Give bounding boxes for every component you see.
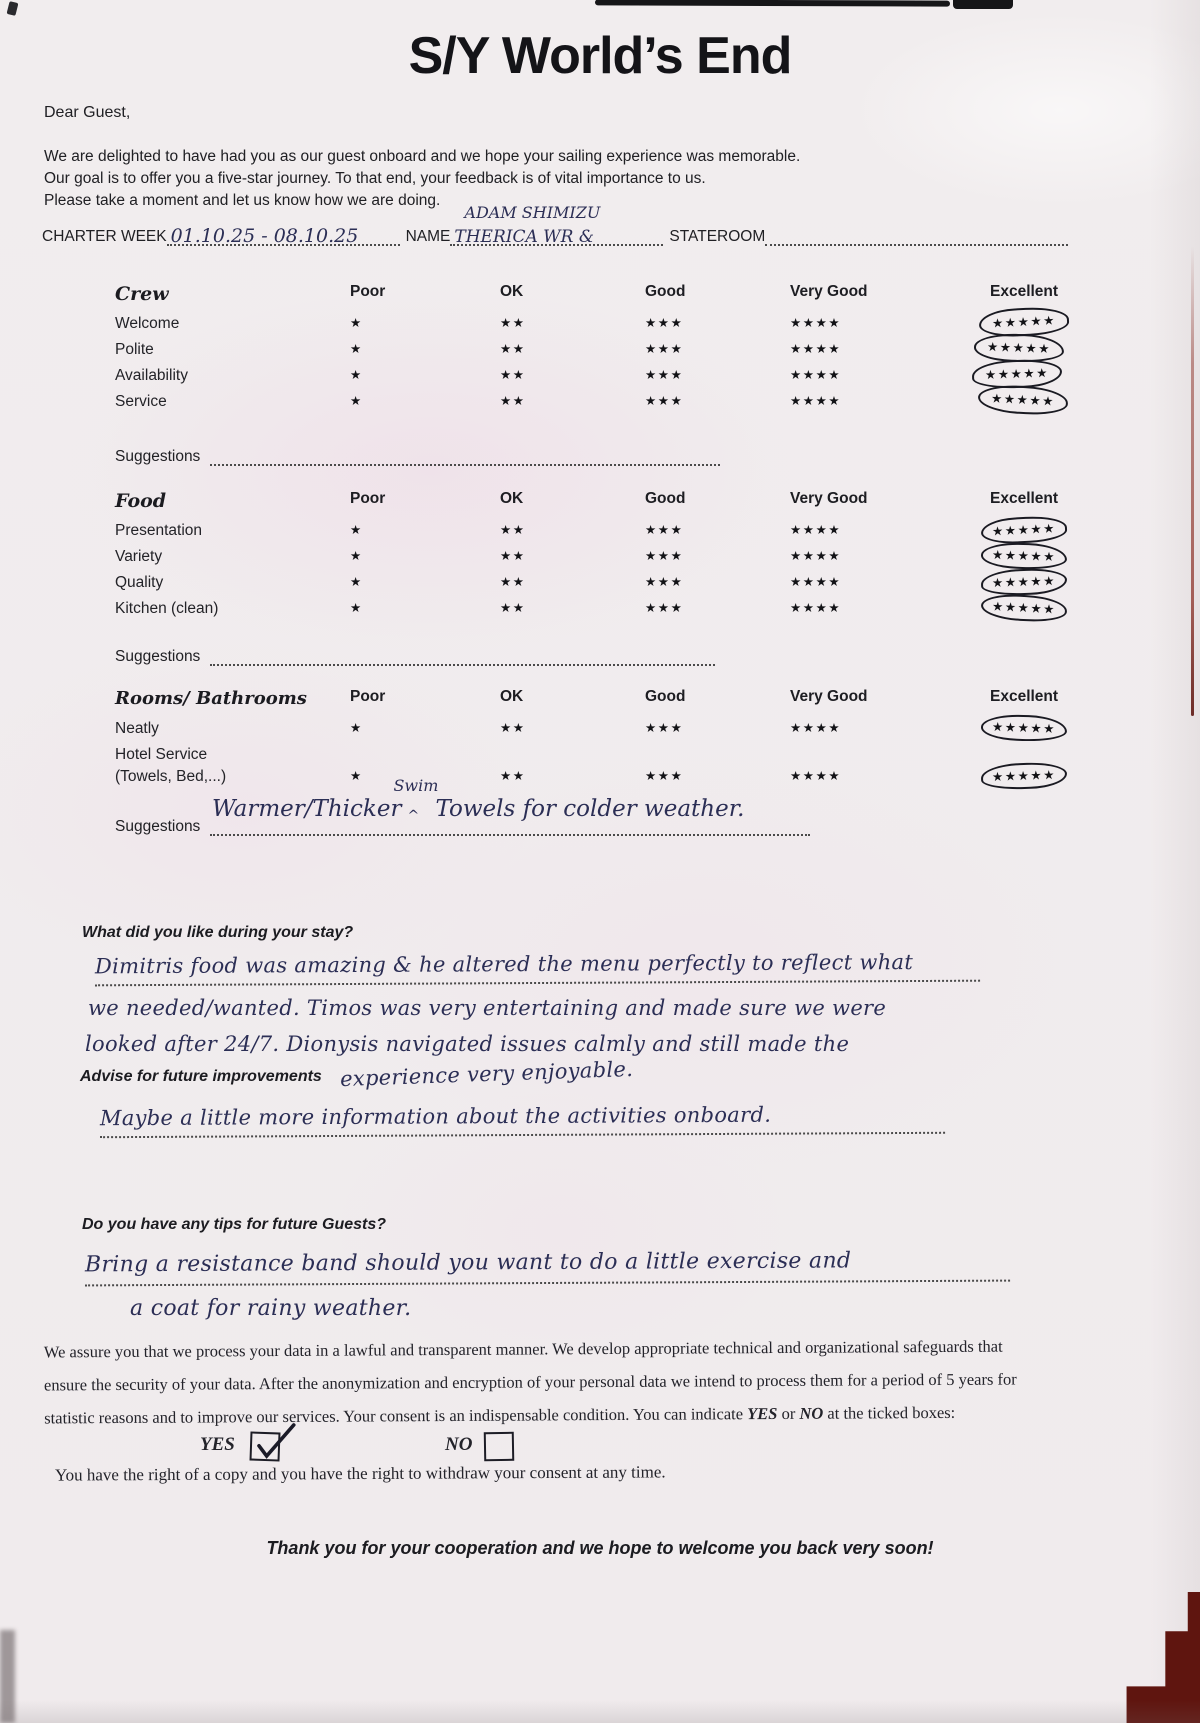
column-header-good: Good xyxy=(645,688,686,705)
consent-line-2: ensure the security of your data. After the anonymization and encryption of your personal data we intend to process them for a period of 5 years for xyxy=(43,1369,1017,1395)
name-label: NAME xyxy=(405,228,451,245)
page-title: S/Y World’s End xyxy=(408,27,792,85)
stay-answer-line-2: we needed/wanted. Timos was very entertaining and made sure we were xyxy=(88,996,887,1020)
question-improvements-row xyxy=(80,1056,634,1092)
suggestions-line xyxy=(210,650,715,666)
rooms-row-towels-bed: (Towels, Bed,...) xyxy=(115,768,227,785)
food-row-variety: Variety xyxy=(115,548,163,565)
insertion-caret: ^ xyxy=(407,808,420,824)
crew-section-title: Crew xyxy=(115,283,169,305)
column-header-excellent: Excellent xyxy=(990,688,1059,705)
column-header-very-good: Very Good xyxy=(790,688,868,705)
stars-poor: ★ xyxy=(350,549,363,563)
crew-row-polite: Polite xyxy=(115,341,154,358)
stars-ok: ★★ xyxy=(500,394,526,408)
stars-very-good: ★★★★ xyxy=(790,394,842,408)
crew-row-service: Service xyxy=(115,393,167,410)
stars-ok: ★★ xyxy=(500,769,526,783)
stars-excellent-selected xyxy=(990,768,1100,794)
column-header-ok: OK xyxy=(500,283,524,300)
stars-excellent: ★★★★★ xyxy=(991,521,1057,539)
stars-very-good: ★★★★ xyxy=(790,575,842,589)
column-header-good: Good xyxy=(645,283,686,300)
stars-excellent: ★★★★★ xyxy=(990,391,1056,409)
consent-paragraph xyxy=(44,1329,1175,1435)
stars-good: ★★★ xyxy=(645,342,684,356)
stars-excellent: ★★★★★ xyxy=(991,573,1057,591)
stars-excellent: ★★★★★ xyxy=(991,767,1057,785)
question-improvements-label: Advise for future improvements xyxy=(80,1068,322,1085)
rooms-row-hotel-service: Hotel Service xyxy=(115,746,208,763)
stars-good: ★★★ xyxy=(645,549,684,563)
column-header-ok: OK xyxy=(500,688,524,705)
stars-good: ★★★ xyxy=(645,601,684,615)
tips-answer-line-2: a coat for rainy weather. xyxy=(130,1296,412,1321)
stars-very-good: ★★★★ xyxy=(790,523,842,537)
column-header-very-good: Very Good xyxy=(790,490,868,507)
handwriting-after: Towels for colder weather. xyxy=(435,796,745,822)
scan-artifact-right-edge-shade xyxy=(1150,0,1200,1723)
crew-rating-table xyxy=(115,283,1100,419)
consent-line-3-suffix: at the ticked boxes: xyxy=(823,1402,956,1423)
intro-line-1: We are delighted to have had you as our guest onboard and we hope your sailing experience was memorable. xyxy=(44,148,801,165)
stars-very-good: ★★★★ xyxy=(790,721,842,735)
stars-good: ★★★ xyxy=(645,394,684,408)
intro-line-2: Our goal is to offer you a five-star journey. To that end, your feedback is of vital importance to us. xyxy=(44,170,706,187)
stars-poor: ★ xyxy=(350,769,363,783)
suggestions-label: Suggestions xyxy=(115,448,201,465)
stay-answer-line-1: Dimitris food was amazing & he altered the menu perfectly to reflect what xyxy=(95,950,980,987)
rooms-suggestions-handwriting xyxy=(212,776,745,824)
stars-good: ★★★ xyxy=(645,721,684,735)
rooms-rating-table xyxy=(115,688,1100,794)
stateroom-field xyxy=(765,228,1068,246)
question-tips-label: Do you have any tips for future Guests? xyxy=(82,1216,387,1233)
consent-line-3-text: statistic reasons and to improve our services. Your consent is an indispensable condition. You can indicate xyxy=(44,1404,748,1428)
stars-ok: ★★ xyxy=(500,523,526,537)
stars-poor: ★ xyxy=(350,601,363,615)
charter-week-value: 01.10.25 - 08.10.25 xyxy=(170,225,359,247)
stars-excellent: ★★★★★ xyxy=(986,339,1052,357)
stars-poor: ★ xyxy=(350,575,363,589)
stars-poor: ★ xyxy=(350,394,363,408)
stars-ok: ★★ xyxy=(500,601,526,615)
stars-good: ★★★ xyxy=(645,316,684,330)
intro-line-3: Please take a moment and let us know how we are doing. xyxy=(44,192,441,209)
scan-artifact-top-left-mark xyxy=(7,1,19,16)
stars-poor: ★ xyxy=(350,523,363,537)
column-header-very-good: Very Good xyxy=(790,283,868,300)
consent-no-word: NO xyxy=(799,1403,824,1423)
food-suggestions xyxy=(115,648,715,666)
food-row-quality: Quality xyxy=(115,574,164,591)
stars-poor: ★ xyxy=(350,316,363,330)
charter-week-label: CHARTER WEEK xyxy=(42,228,167,245)
name-value: THERICA WR & xyxy=(454,227,594,247)
suggestions-label: Suggestions xyxy=(115,648,201,665)
suggestions-line xyxy=(210,450,720,466)
stars-very-good: ★★★★ xyxy=(790,368,842,382)
charter-row xyxy=(42,203,1068,247)
stars-excellent-selected xyxy=(990,720,1100,746)
stars-ok: ★★ xyxy=(500,549,526,563)
consent-or-word: or xyxy=(777,1403,800,1423)
scan-artifact-top-bar-2 xyxy=(953,0,1013,9)
greeting: Dear Guest, xyxy=(44,104,131,121)
inserted-word-wrap xyxy=(393,776,439,824)
stars-excellent: ★★★★★ xyxy=(984,365,1050,383)
food-row-presentation: Presentation xyxy=(115,522,203,539)
stars-very-good: ★★★★ xyxy=(790,549,842,563)
stars-ok: ★★ xyxy=(500,721,526,735)
question-stay-label: What did you like during your stay? xyxy=(82,924,354,941)
stars-excellent: ★★★★★ xyxy=(991,547,1057,565)
rooms-row-neatly: Neatly xyxy=(115,720,159,737)
yes-checkbox xyxy=(250,1431,281,1461)
column-header-excellent: Excellent xyxy=(990,490,1059,507)
stars-poor: ★ xyxy=(350,368,363,382)
column-header-ok: OK xyxy=(500,490,524,507)
stars-ok: ★★ xyxy=(500,575,526,589)
suggestions-line xyxy=(210,820,810,836)
scan-artifact-top-bar xyxy=(595,0,950,7)
crew-row-welcome: Welcome xyxy=(115,315,180,332)
improvements-answer-line-1: Maybe a little more information about the activities onboard. xyxy=(100,1102,945,1138)
name-field xyxy=(450,203,663,247)
consent-yes-word: YES xyxy=(747,1403,778,1424)
stars-good: ★★★ xyxy=(645,523,684,537)
scan-artifact-bottom-shade xyxy=(0,1700,1200,1723)
tips-answer-line-1: Bring a resistance band should you want to do a little exercise and xyxy=(85,1248,1010,1287)
column-header-excellent: Excellent xyxy=(990,283,1059,300)
name-value-above: ADAM SHIMIZU xyxy=(464,203,601,222)
stars-excellent: ★★★★★ xyxy=(991,313,1057,331)
food-section-title: Food xyxy=(115,490,167,512)
consent-line-3 xyxy=(44,1395,1174,1435)
stars-poor: ★ xyxy=(350,342,363,356)
consent-line-1: We assure you that we process your data in a lawful and transparent manner. We develop appropriate technical and organizational safeguards that xyxy=(43,1336,1003,1362)
stateroom-label: STATEROOM xyxy=(669,228,766,245)
yes-label: YES xyxy=(200,1434,235,1455)
column-header-poor: Poor xyxy=(350,283,386,300)
stars-good: ★★★ xyxy=(645,368,684,382)
stars-very-good: ★★★★ xyxy=(790,769,842,783)
check-mark-icon xyxy=(252,1420,297,1464)
handwriting-before: Warmer/Thicker xyxy=(212,796,402,822)
no-checkbox xyxy=(484,1432,515,1462)
closing-line: Thank you for your cooperation and we hope to welcome you back very soon! xyxy=(266,1538,934,1558)
stars-poor: ★ xyxy=(350,721,363,735)
inserted-word: Swim xyxy=(393,776,439,795)
stars-very-good: ★★★★ xyxy=(790,601,842,615)
stars-very-good: ★★★★ xyxy=(790,342,842,356)
stay-answer-line-4: experience very enjoyable. xyxy=(339,1056,634,1092)
column-header-good: Good xyxy=(645,490,686,507)
stars-ok: ★★ xyxy=(500,342,526,356)
stars-ok: ★★ xyxy=(500,368,526,382)
column-header-poor: Poor xyxy=(350,490,386,507)
column-header-poor: Poor xyxy=(350,688,386,705)
consent-rights-line: You have the right of a copy and you have the right to withdraw your consent at any time. xyxy=(54,1462,666,1485)
food-rating-table xyxy=(115,490,1100,626)
charter-week-field xyxy=(167,222,400,246)
stars-excellent: ★★★★★ xyxy=(991,719,1057,737)
stars-very-good: ★★★★ xyxy=(790,316,842,330)
stars-good: ★★★ xyxy=(645,769,684,783)
food-row-kitchen: Kitchen (clean) xyxy=(115,600,219,617)
crew-row-availability: Availability xyxy=(115,367,188,384)
stars-excellent-selected xyxy=(990,393,1100,419)
no-label: NO xyxy=(445,1434,473,1455)
stars-ok: ★★ xyxy=(500,316,526,330)
stars-good: ★★★ xyxy=(645,575,684,589)
stay-answer-line-3: looked after 24/7. Dionysis navigated issues calmly and still made the xyxy=(85,1032,850,1056)
rooms-section-title: Rooms/ Bathrooms xyxy=(115,688,307,709)
stars-excellent-selected xyxy=(990,600,1100,626)
stars-excellent: ★★★★★ xyxy=(991,599,1057,617)
crew-suggestions xyxy=(115,448,720,466)
suggestions-label: Suggestions xyxy=(115,818,201,835)
